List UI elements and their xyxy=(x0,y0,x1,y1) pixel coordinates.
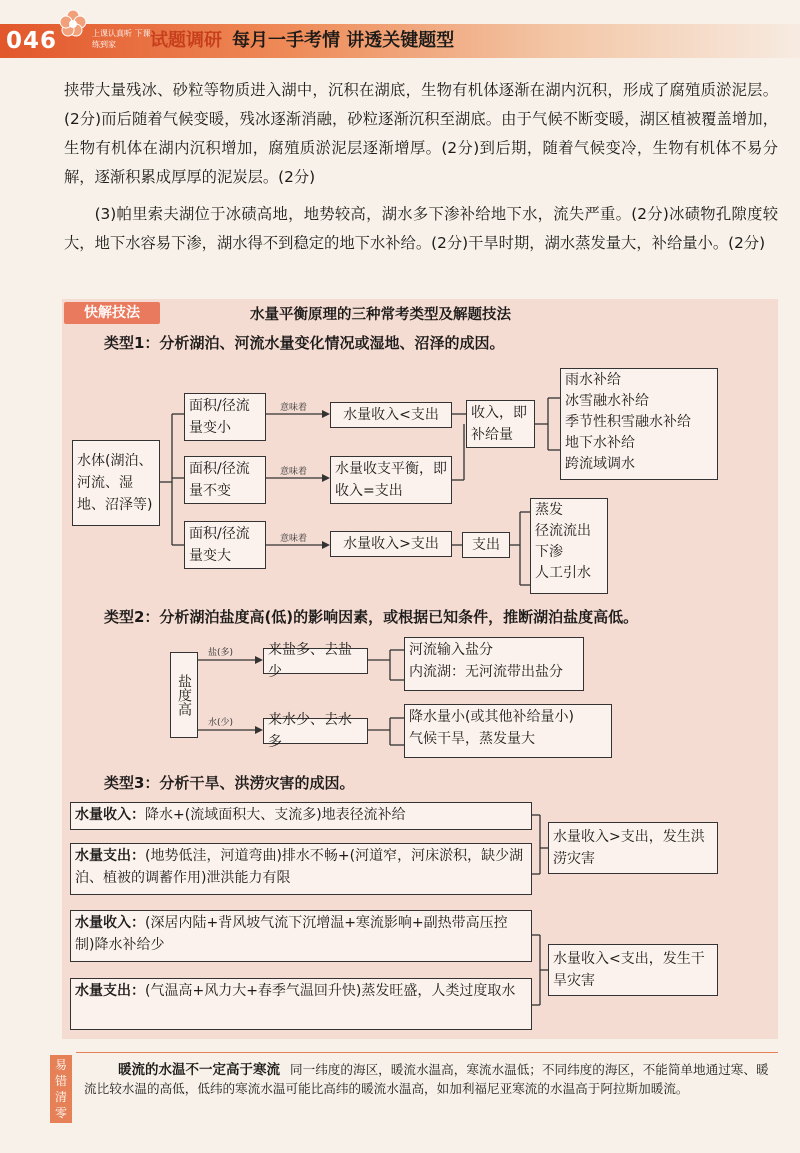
flood-result: 水量收入>支出，发生洪涝灾害 xyxy=(548,822,718,874)
income-item: 地下水补给 xyxy=(565,435,635,451)
flood-income-label: 水量收入： xyxy=(75,807,145,823)
expense-item: 下渗 xyxy=(535,544,563,560)
type2-root-node: 盐度高 xyxy=(170,652,198,738)
salt-detail xyxy=(404,637,584,691)
salt-detail-line: 内流湖：无河流带出盐分 xyxy=(409,664,563,680)
drought-income-label: 水量收入： xyxy=(75,915,145,931)
type1-cond-larger: 面积/径流量变大 xyxy=(184,521,266,569)
water-result: 来水少、去水多 xyxy=(263,718,368,744)
income-item: 冰雪融水补给 xyxy=(565,393,649,409)
note-heading: 暖流的水温不一定高于寒流 xyxy=(118,1062,280,1078)
expense-item: 人工引水 xyxy=(535,565,591,581)
means-label-1: 意味着 xyxy=(280,403,308,413)
flood-income-text: 降水+(流域面积大、支流多)地表径流补给 xyxy=(145,807,406,823)
page-number: 046 xyxy=(6,28,58,54)
answer-paragraph-3: (3)帕里索夫湖位于冰碛高地，地势较高，湖水多下渗补给地下水，流失严重。(2分)冰碛物孔隙度较大，地下水容易下渗，湖水得不到稳定的地下水补给。(2分)干旱时期，湖水蒸发量大，补给量小。(2分) xyxy=(64,205,778,252)
water-label: 水(少) xyxy=(208,718,234,728)
salt-result: 来盐多、去盐少 xyxy=(263,648,368,674)
section-subtitle: 每月一手考情 讲透关键题型 xyxy=(232,30,455,51)
expense-item: 蒸发 xyxy=(535,502,563,518)
income-item: 季节性积雪融水补给 xyxy=(565,414,691,430)
type1-root-node: 水体(湖泊、河流、湿地、沼泽等) xyxy=(72,440,160,526)
water-detail-line: 气候干旱，蒸发量大 xyxy=(409,731,535,747)
note-divider xyxy=(76,1052,778,1053)
expense-item: 径流流出 xyxy=(535,523,591,539)
flood-income xyxy=(70,802,532,830)
error-clear-tag: 易错清零 xyxy=(50,1055,72,1123)
income-node: 收入，即补给量 xyxy=(466,400,535,448)
type1-title: 类型1：分析湖泊、河流水量变化情况或湿地、沼泽的成因。 xyxy=(104,334,505,352)
water-detail xyxy=(404,704,612,758)
type3-title: 类型3：分析干旱、洪涝灾害的成因。 xyxy=(104,774,355,792)
header-slogan: 上课认真听 下课练到家 xyxy=(92,29,151,49)
drought-result: 水量收入<支出，发生干旱灾害 xyxy=(548,944,718,996)
type2-title: 类型2：分析湖泊盐度高(低)的影响因素，或根据已知条件，推断湖泊盐度高低。 xyxy=(104,608,639,626)
income-item: 雨水补给 xyxy=(565,372,621,388)
drought-expense-label: 水量支出： xyxy=(75,983,145,999)
method-title: 水量平衡原理的三种常考类型及解题技法 xyxy=(250,307,511,323)
flood-expense xyxy=(70,843,532,895)
income-list xyxy=(560,368,718,480)
type1-result-more: 水量收入>支出 xyxy=(330,531,452,557)
drought-expense-text: (气温高+风力大+春季气温回升快)蒸发旺盛，人类过度取水 xyxy=(145,983,516,999)
expense-list xyxy=(530,498,608,594)
type1-cond-smaller: 面积/径流量变小 xyxy=(184,393,266,441)
type1-cond-same: 面积/径流量不变 xyxy=(184,456,266,504)
type1-result-balance: 水量收支平衡，即收入=支出 xyxy=(330,456,452,504)
flood-expense-text: (地势低洼，河道弯曲)排水不畅+(河道窄，河床淤积，缺少湖泊、植被的调蓄作用)泄洪能力有限 xyxy=(75,848,524,886)
method-tag: 快解技法 xyxy=(64,302,160,324)
answer-paragraph-1: 挟带大量残冰、砂粒等物质进入湖中，沉积在湖底，生物有机体逐渐在湖内沉积，形成了腐殖质淤泥层。(2分)而后随着气候变暖，残冰逐渐消融，砂粒逐渐沉积至湖底。由于气候不断变暖，湖区植被覆盖增加，生物有机体在湖内沉积增加，腐殖质淤泥层逐渐增厚。(2分)到后期，随着气候变冷，生物有机体不易分解，逐渐积累成厚厚的泥炭层。(2分) xyxy=(64,81,778,186)
flood-expense-label: 水量支出： xyxy=(75,848,145,864)
salt-label: 盐(多) xyxy=(208,648,234,658)
water-detail-line: 降水量小(或其他补给量小) xyxy=(409,709,574,725)
income-item: 跨流域调水 xyxy=(565,456,635,472)
type1-result-less: 水量收入<支出 xyxy=(330,402,452,428)
drought-income xyxy=(70,910,532,962)
salt-detail-line: 河流输入盐分 xyxy=(409,642,493,658)
expense-node: 支出 xyxy=(462,532,510,558)
means-label-2: 意味着 xyxy=(280,467,308,477)
note-text xyxy=(84,1061,774,1098)
means-label-3: 意味着 xyxy=(280,534,308,544)
drought-expense xyxy=(70,978,532,1030)
section-name: 试题调研 xyxy=(150,30,222,51)
note-body: 同一纬度的海区，暖流水温高，寒流水温低；不同纬度的海区，不能简单地通过寒、暖流比较水温的高低，低纬的寒流水温可能比高纬的暖流水温高，如加利福尼亚寒流的水温高于阿拉斯加暖流。 xyxy=(84,1062,769,1096)
drought-income-text: (深居内陆+背风坡气流下沉增温+寒流影响+副热带高压控制)降水补给少 xyxy=(75,915,508,953)
